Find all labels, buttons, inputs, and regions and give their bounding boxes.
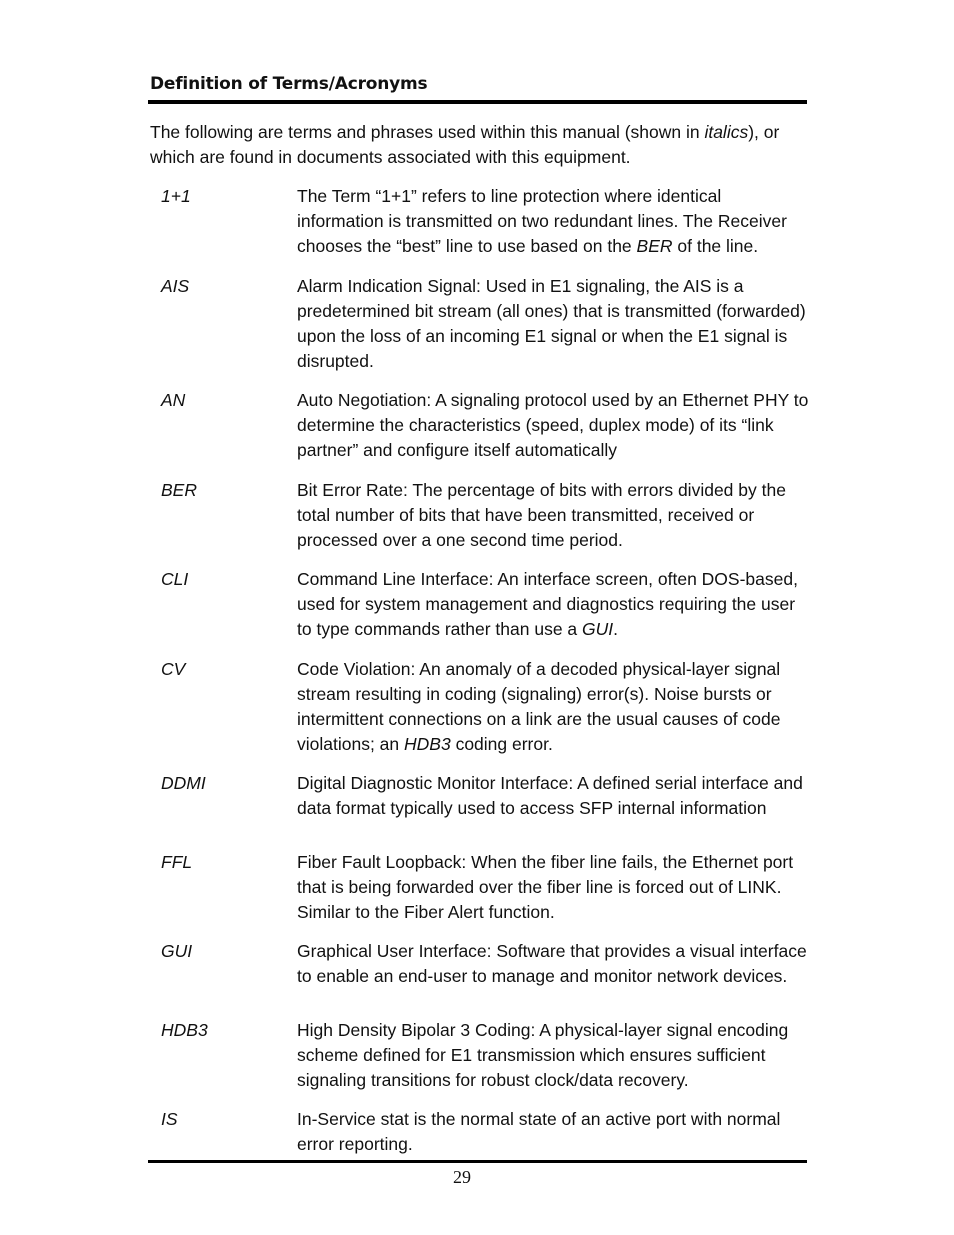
definition-text: Fiber Fault Loopback: When the fiber line fails, the Ethernet port that is being forwarded over the fiber line is forced out of LINK. Similar to the Fiber Alert function. (297, 852, 794, 922)
definition-text: Bit Error Rate: The percentage of bits with errors divided by the total number of bits that have been transmitted, received or processed over a one second time period. (297, 480, 786, 550)
definition-text: Code Violation: An anomaly of a decoded physical-layer signal stream resulting in coding (signaling) error(s). Noise bursts or intermittent connections on a link are the usual causes of code violations; an (297, 659, 781, 754)
glossary-definition (297, 388, 809, 463)
definition-text: Command Line Interface: An interface screen, often DOS-based, used for system management and diagnostics requiring the user to type commands rather than use a (297, 569, 798, 639)
glossary-term: GUI (161, 941, 193, 961)
glossary-term: CV (161, 659, 186, 679)
definition-text: Alarm Indication Signal: Used in E1 signaling, the AIS is a predetermined bit stream (all ones) that is transmitted (forwarded) upon the loss of an incoming E1 signal or when the E1 signal is disrupted. (297, 276, 806, 371)
definition-text: In-Service stat is the normal state of an active port with normal error reporting. (297, 1109, 781, 1154)
definition-text: of the line. (672, 236, 759, 256)
glossary-term: IS (161, 1109, 178, 1129)
glossary-definition (297, 657, 809, 757)
glossary-definition (297, 478, 809, 553)
glossary-term: AIS (161, 276, 190, 296)
glossary-definition (297, 567, 809, 642)
definition-italic-term: HDB3 (404, 734, 451, 754)
definition-text: Graphical User Interface: Software that provides a visual interface to enable an end-user to manage and monitor network devices. (297, 941, 807, 986)
definition-italic-term: GUI (582, 619, 614, 639)
glossary-term: CLI (161, 569, 189, 589)
glossary-definition (297, 939, 809, 989)
glossary-definition (297, 184, 809, 259)
definition-text: Auto Negotiation: A signaling protocol used by an Ethernet PHY to determine the characteristics (speed, duplex mode) of its “link partner” and configure itself automatically (297, 390, 809, 460)
glossary-term: BER (161, 480, 197, 500)
glossary-definition (297, 274, 809, 374)
intro-italic-word: italics (704, 122, 749, 142)
glossary-definition (297, 1018, 809, 1093)
definition-text: coding error. (450, 734, 553, 754)
glossary-term: DDMI (161, 773, 206, 793)
section-heading: Definition of Terms/Acronyms (150, 74, 428, 94)
page-number: 29 (453, 1167, 471, 1187)
bottom-rule (148, 1160, 807, 1163)
intro-text-after: ), or which are found in documents associated with this equipment. (150, 122, 780, 167)
glossary-term: FFL (161, 852, 193, 872)
definition-text: High Density Bipolar 3 Coding: A physical-layer signal encoding scheme defined for E1 transmission which ensures sufficient signaling transitions for robust clock/data recovery. (297, 1020, 789, 1090)
intro-text-before: The following are terms and phrases used within this manual (shown in (150, 122, 705, 142)
definition-text: . (613, 619, 619, 639)
definition-text: Digital Diagnostic Monitor Interface: A defined serial interface and data format typically used to access SFP internal information (297, 773, 803, 818)
glossary-definition (297, 771, 809, 821)
glossary-term: AN (161, 390, 186, 410)
definition-text: The Term “1+1” refers to line protection where identical information is transmitted on two redundant lines. The Receiver chooses the “best” line to use based on the (297, 186, 787, 256)
glossary-definition (297, 850, 809, 925)
glossary-definition (297, 1107, 809, 1157)
definition-italic-term: BER (636, 236, 673, 256)
glossary-term: 1+1 (161, 186, 191, 206)
glossary-term: HDB3 (161, 1020, 208, 1040)
